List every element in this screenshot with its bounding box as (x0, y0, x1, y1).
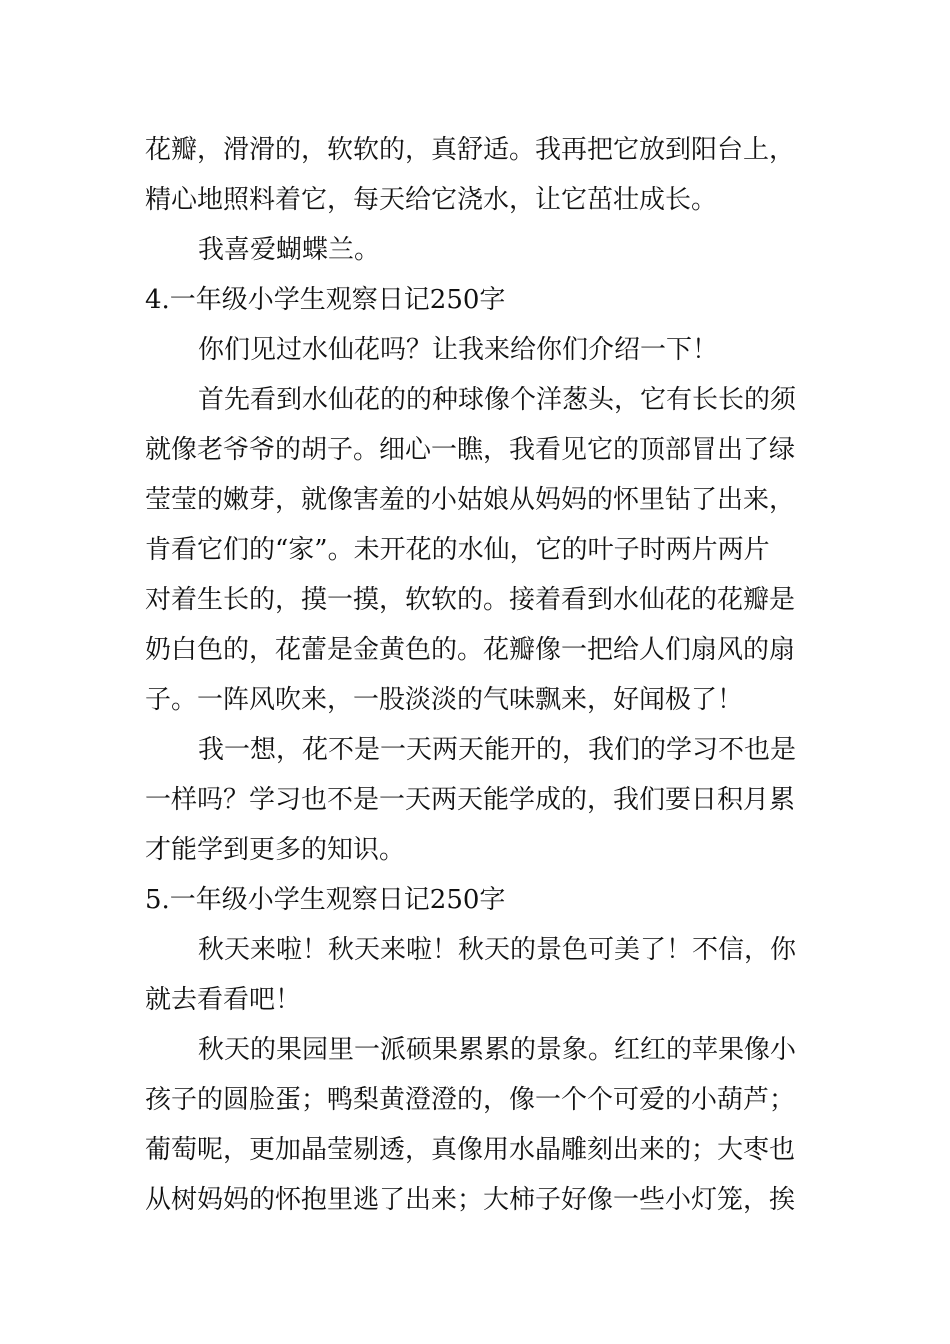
text-line: 从树妈妈的怀抱里逃了出来；大柿子好像一些小灯笼，挨 (145, 1185, 796, 1215)
paragraph-line: 秋天来啦！秋天来啦！秋天的景色可美了！不信，你 (198, 935, 797, 965)
paragraph-line: 我一想，花不是一天两天能开的，我们的学习不也是 (198, 735, 797, 765)
text-line: 才能学到更多的知识。 (145, 835, 406, 865)
text-line: 就像老爷爷的胡子。细心一瞧，我看见它的顶部冒出了绿 (145, 435, 796, 465)
text-line: 精心地照料着它，每天给它浇水，让它茁壮成长。 (145, 185, 718, 215)
text-line: 对着生长的，摸一摸，软软的。接着看到水仙花的花瓣是 (145, 585, 796, 615)
paragraph-line: 秋天的果园里一派硕果累累的景象。红红的苹果像小 (198, 1035, 797, 1065)
text-line: 孩子的圆脸蛋；鸭梨黄澄澄的，像一个个可爱的小葫芦； (145, 1085, 796, 1115)
section-heading: 4.一年级小学生观察日记250字 (145, 285, 506, 315)
paragraph-line: 我喜爱蝴蝶兰。 (198, 235, 381, 265)
paragraph-line: 首先看到水仙花的的种球像个洋葱头，它有长长的须 (198, 385, 797, 415)
section-heading: 5.一年级小学生观察日记250字 (145, 885, 506, 915)
text-line: 肯看它们的“家”。未开花的水仙，它的叶子时两片两片 (145, 535, 770, 565)
text-line: 一样吗？学习也不是一天两天能学成的，我们要日积月累 (145, 785, 796, 815)
text-line: 莹莹的嫩芽，就像害羞的小姑娘从妈妈的怀里钻了出来， (145, 485, 796, 515)
text-line: 奶白色的，花蕾是金黄色的。花瓣像一把给人们扇风的扇 (145, 635, 796, 665)
text-line: 葡萄呢，更加晶莹剔透，真像用水晶雕刻出来的；大枣也 (145, 1135, 796, 1165)
paragraph-line: 你们见过水仙花吗？让我来给你们介绍一下！ (198, 335, 719, 365)
text-line: 子。一阵风吹来，一股淡淡的气味飘来，好闻极了！ (145, 685, 744, 715)
text-line: 花瓣，滑滑的，软软的，真舒适。我再把它放到阳台上， (145, 135, 796, 165)
text-line: 就去看看吧！ (145, 985, 302, 1015)
